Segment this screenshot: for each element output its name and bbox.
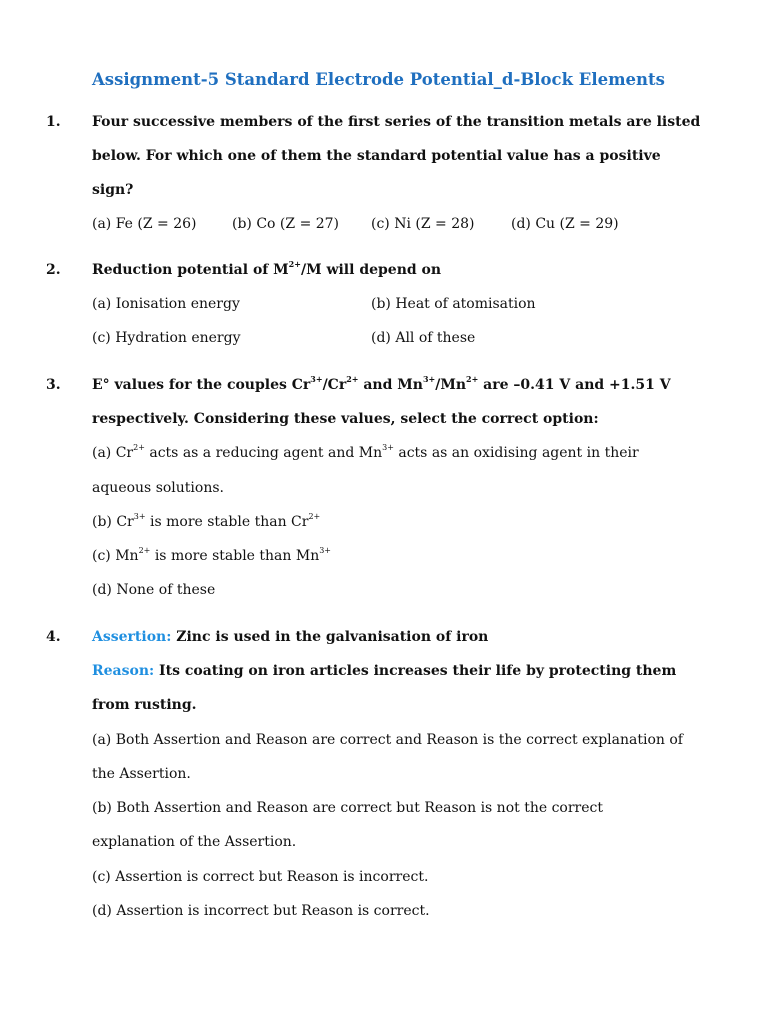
reason-label: Reason:	[92, 663, 155, 679]
question-4-assertion: Assertion: Zinc is used in the galvanisation of iron	[92, 629, 489, 645]
question-3-number: 3.	[46, 377, 61, 393]
question-3-option-a: (a) $Cr^{2+}$ acts as a reducing agent and $Mn^{3+}$ acts as an oxidising agent in their	[92, 443, 639, 461]
question-4-reason-line-2: from rusting.	[92, 697, 197, 713]
question-4-option-b: (b) Both Assertion and Reason are correct but Reason is not the correct	[92, 800, 603, 816]
question-1-option-d: (d) Cu (Z = 29)	[511, 216, 619, 232]
question-1-line-1: Four successive members of the first series of the transition metals are listed	[92, 114, 701, 130]
assertion-label: Assertion:	[92, 629, 172, 645]
question-2-option-a: (a) Ionisation energy	[92, 296, 240, 312]
question-3-option-c: (c) $Mn^{2+}$ is more stable than $Mn^{3+}$	[92, 546, 332, 564]
question-1-number: 1.	[46, 114, 61, 130]
question-1-line-2: below. For which one of them the standard potential value has a positive	[92, 148, 661, 164]
question-3-option-b: (b) $Cr^{3+}$ is more stable than $Cr^{2+}$	[92, 512, 321, 530]
question-4-option-c: (c) Assertion is correct but Reason is incorrect.	[92, 869, 429, 885]
question-2-number: 2.	[46, 262, 61, 278]
question-3-line-1: E° values for the couples $Cr^{3+}/Cr^{2+}$ and $Mn^{3+}/Mn^{2+}$ are –0.41 V and +1.51 V	[92, 374, 671, 393]
question-4-option-a: (a) Both Assertion and Reason are correct and Reason is the correct explanation of	[92, 732, 683, 748]
question-2-stem: Reduction potential of $M^{2+}/M$ will depend on	[92, 259, 442, 278]
question-1-line-3: sign?	[92, 182, 134, 198]
question-4-option-a-line-2: the Assertion.	[92, 766, 191, 782]
question-4-number: 4.	[46, 629, 61, 645]
question-3-option-d: (d) None of these	[92, 582, 216, 598]
question-3-option-a-line-2: aqueous solutions.	[92, 480, 224, 496]
question-1-option-b: (b) Co (Z = 27)	[232, 216, 340, 232]
question-4-option-b-line-2: explanation of the Assertion.	[92, 834, 297, 850]
question-2-option-c: (c) Hydration energy	[92, 330, 241, 346]
question-4-option-d: (d) Assertion is incorrect but Reason is correct.	[92, 903, 430, 919]
question-1-option-c: (c) Ni (Z = 28)	[371, 216, 475, 232]
question-2-option-b: (b) Heat of atomisation	[371, 296, 536, 312]
question-4-reason: Reason: Its coating on iron articles increases their life by protecting them	[92, 663, 677, 679]
question-3-line-2: respectively. Considering these values, select the correct option:	[92, 411, 599, 427]
question-1-option-a: (a) Fe (Z = 26)	[92, 216, 197, 232]
page-title: Assignment-5 Standard Electrode Potential_d-Block Elements	[92, 70, 665, 89]
question-2-option-d: (d) All of these	[371, 330, 476, 346]
